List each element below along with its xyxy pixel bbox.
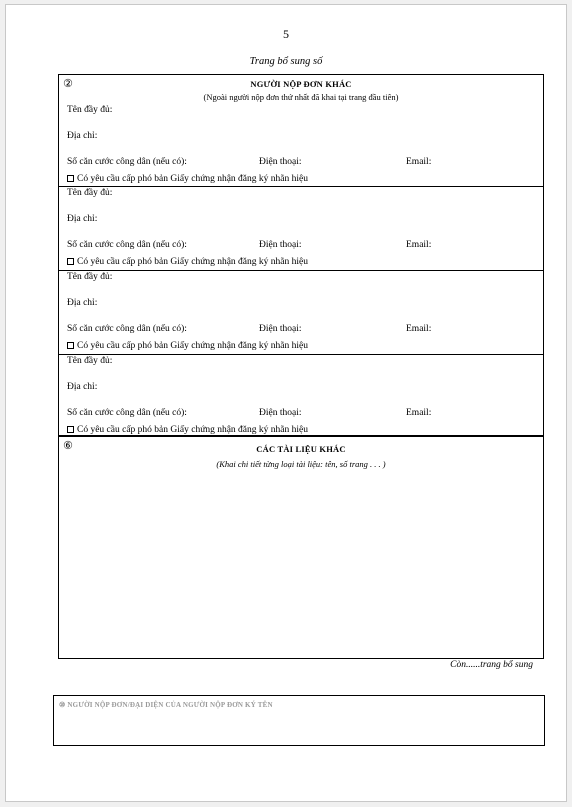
applicant-entry	[59, 187, 543, 271]
id-number-label: Số căn cước công dân (nếu có):	[67, 408, 187, 418]
checkbox-icon[interactable]	[67, 175, 74, 182]
copy-request-checkbox[interactable]	[67, 174, 308, 184]
address-label: Địa chỉ:	[67, 382, 98, 392]
signature-label: ⑩ NGƯỜI NỘP ĐƠN/ĐẠI DIỆN CỦA NGƯỜI NỘP ĐƠN KÝ TÊN	[59, 701, 273, 709]
full-name-label: Tên đầy đủ:	[67, 188, 113, 198]
full-name-label: Tên đầy đủ:	[67, 272, 113, 282]
phone-label: Điện thoại:	[259, 408, 302, 418]
section-subtitle: (Ngoài người nộp đơn thứ nhất đã khai tại trang đầu tiên)	[203, 92, 399, 102]
checkbox-icon[interactable]	[67, 426, 74, 433]
email-label: Email:	[406, 157, 432, 167]
section-title: CÁC TÀI LIỆU KHÁC	[256, 444, 346, 454]
email-label: Email:	[406, 324, 432, 334]
email-label: Email:	[406, 408, 432, 418]
section-number: ⑥	[63, 439, 73, 452]
address-label: Địa chỉ:	[67, 131, 98, 141]
checkbox-icon[interactable]	[67, 342, 74, 349]
full-name-label: Tên đầy đủ:	[67, 356, 113, 366]
checkbox-label: Có yêu cầu cấp phó bản Giấy chứng nhận đăng ký nhãn hiệu	[77, 174, 308, 184]
applicant-entry	[59, 75, 543, 187]
section-title: NGƯỜI NỘP ĐƠN KHÁC	[250, 79, 352, 89]
checkbox-label: Có yêu cầu cấp phó bản Giấy chứng nhận đăng ký nhãn hiệu	[77, 257, 308, 267]
copy-request-checkbox[interactable]	[67, 341, 308, 351]
phone-label: Điện thoại:	[259, 240, 302, 250]
document-page	[5, 4, 567, 802]
full-name-label: Tên đầy đủ:	[67, 105, 113, 115]
checkbox-label: Có yêu cầu cấp phó bản Giấy chứng nhận đăng ký nhãn hiệu	[77, 425, 308, 435]
section-number: ②	[63, 77, 73, 90]
id-number-label: Số căn cước công dân (nếu có):	[67, 240, 187, 250]
phone-label: Điện thoại:	[259, 157, 302, 167]
copy-request-checkbox[interactable]	[67, 257, 308, 267]
applicant-entry	[59, 355, 543, 439]
phone-label: Điện thoại:	[259, 324, 302, 334]
copy-request-checkbox[interactable]	[67, 425, 308, 435]
id-number-label: Số căn cước công dân (nếu có):	[67, 324, 187, 334]
signature-box[interactable]	[53, 695, 545, 746]
email-label: Email:	[406, 240, 432, 250]
id-number-label: Số căn cước công dân (nếu có):	[67, 157, 187, 167]
address-label: Địa chỉ:	[67, 214, 98, 224]
checkbox-icon[interactable]	[67, 258, 74, 265]
other-applicants-section	[58, 74, 544, 436]
page-number: 5	[283, 27, 289, 41]
continuation-note: Còn......trang bổ sung	[450, 660, 533, 670]
applicant-entry	[59, 271, 543, 355]
address-label: Địa chỉ:	[67, 298, 98, 308]
checkbox-label: Có yêu cầu cấp phó bản Giấy chứng nhận đăng ký nhãn hiệu	[77, 341, 308, 351]
supplement-page-title: Trang bổ sung số	[249, 56, 323, 67]
other-documents-section	[58, 436, 544, 659]
section-subtitle: (Khai chi tiết từng loại tài liệu: tên, số trang . . . )	[216, 459, 386, 469]
